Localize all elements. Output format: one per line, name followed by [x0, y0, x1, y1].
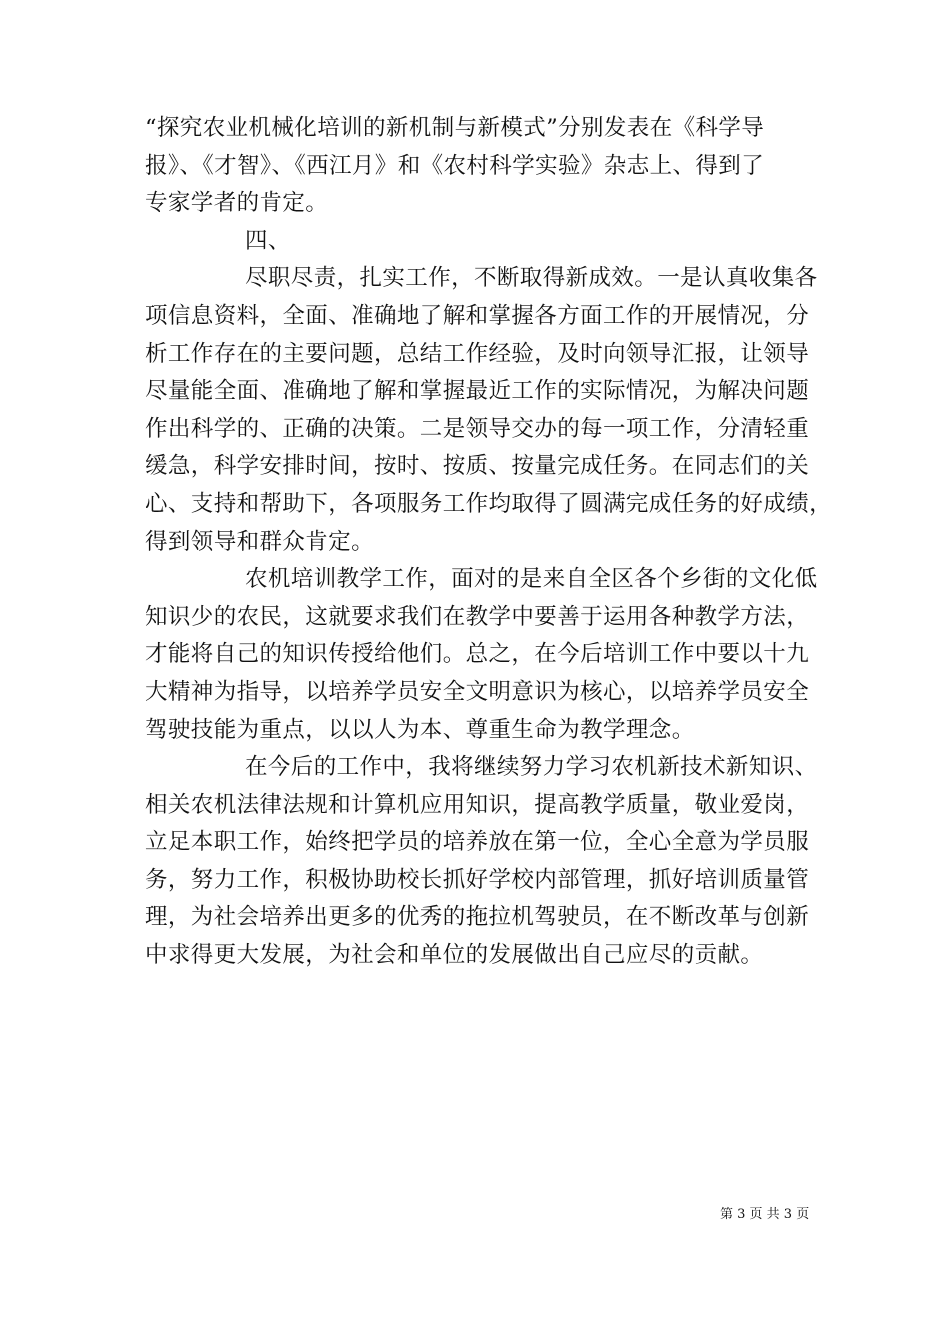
text-line: 作出科学的、正确的决策。二是领导交办的每一项工作，分清轻重	[145, 415, 810, 442]
text-line: 报》、《才智》、《西江月》和《农村科学实验》杂志上、得到了	[145, 152, 765, 179]
text-line: 务，努力工作，积极协助校长抓好学校内部管理，抓好培训质量管	[145, 866, 810, 893]
text-line: 大精神为指导，以培养学员安全文明意识为核心，以培养学员安全	[145, 678, 810, 705]
text-line: 缓急，科学安排时间，按时、按质、按量完成任务。在同志们的关	[145, 453, 810, 480]
document-body	[145, 110, 835, 975]
page-number-footer: 第 3 页 共 3 页	[720, 1207, 810, 1222]
text-line: 心、支持和帮助下，各项服务工作均取得了圆满完成任务的好成绩，	[145, 490, 833, 517]
paragraph-first-line: 尽职尽责，扎实工作，不断取得新成效。一是认真收集各	[245, 265, 818, 292]
text-line: “探究农业机械化培训的新机制与新模式”分别发表在《科学导	[145, 115, 765, 141]
text-line: 专家学者的肯定。	[145, 190, 329, 217]
text-line: 知识少的农民，这就要求我们在教学中要善于运用各种教学方法，	[145, 603, 810, 630]
paragraph-first-line: 在今后的工作中，我将继续努力学习农机新技术新知识、	[245, 754, 818, 781]
text-line: 驾驶技能为重点，以以人为本、尊重生命为教学理念。	[145, 716, 695, 743]
text-line: 得到领导和群众肯定。	[145, 528, 375, 555]
text-line: 项信息资料，全面、准确地了解和掌握各方面工作的开展情况，分	[145, 302, 810, 329]
text-line: 中求得更大发展，为社会和单位的发展做出自己应尽的贡献。	[145, 942, 764, 969]
text-line: 相关农机法律法规和计算机应用知识，提高教学质量，敬业爱岗，	[145, 791, 810, 818]
text-line: 尽量能全面、准确地了解和掌握最近工作的实际情况，为解决问题	[145, 378, 810, 405]
text-line: 析工作存在的主要问题，总结工作经验，及时向领导汇报，让领导	[145, 340, 810, 367]
paragraph-first-line: 农机培训教学工作，面对的是来自全区各个乡街的文化低	[245, 566, 818, 593]
text-line: 理，为社会培养出更多的优秀的拖拉机驾驶员，在不断改革与创新	[145, 904, 810, 931]
text-line: 立足本职工作，始终把学员的培养放在第一位，全心全意为学员服	[145, 829, 810, 856]
section-heading: 四、	[245, 227, 291, 254]
text-line: 才能将自己的知识传授给他们。总之，在今后培训工作中要以十九	[145, 641, 810, 668]
